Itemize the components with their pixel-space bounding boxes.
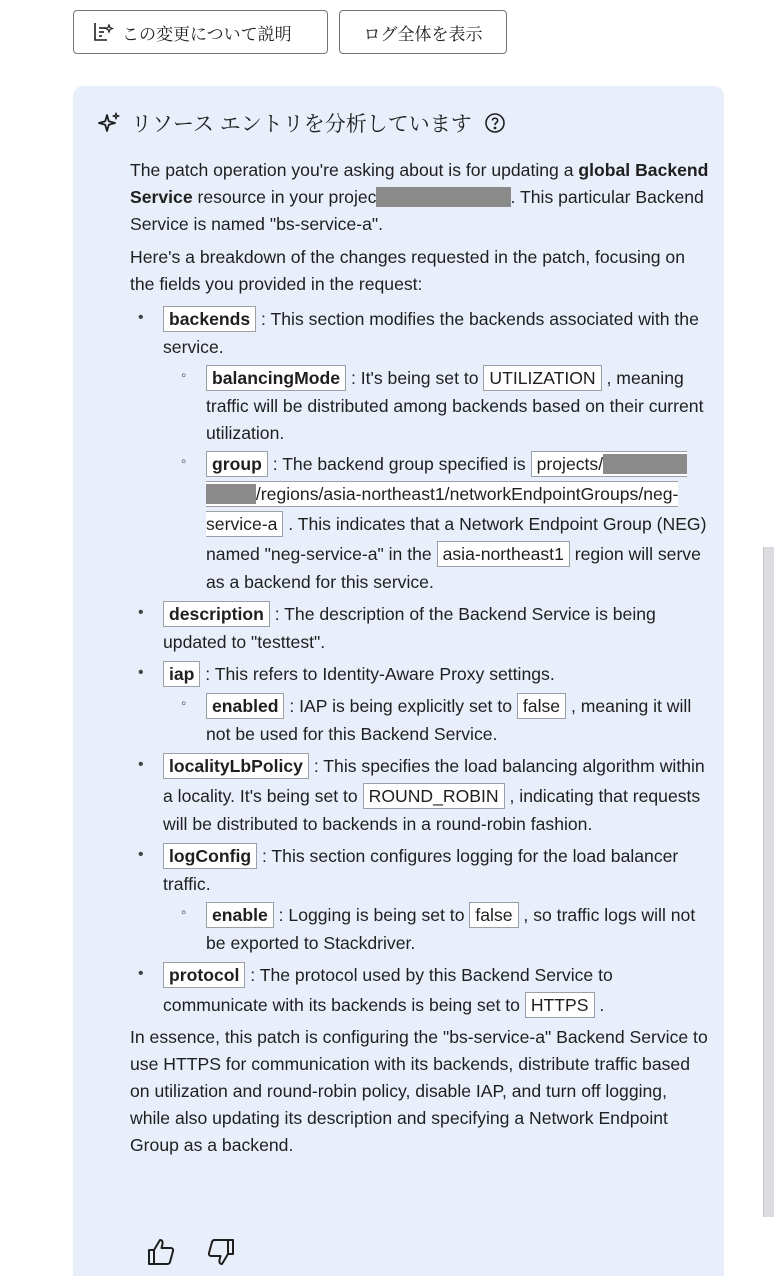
panel-header [97,108,506,138]
text: The patch operation you're asking about is for updating a [130,160,579,180]
list-item-group [163,449,710,596]
explain-doc-icon [92,21,114,43]
text: , indicating that requests will be distributed to backends in a round-robin fashion. [163,786,701,834]
text: resource in your projec [192,187,377,207]
text: : This section modifies the backends associated with the service. [163,309,699,357]
value-code: ROUND_ROBIN [363,783,505,809]
text: : This refers to Identity-Aware Proxy settings. [200,664,555,684]
analysis-content [130,157,710,1165]
list-item-description [130,599,710,656]
list-item-backends [130,304,710,596]
field-code: enabled [206,693,284,719]
text: /regions/asia-northeast1/networkEndpointGroups/neg-service-a [206,484,679,534]
text: region will serve as a backend for this service. [206,544,701,592]
text: : This section configures logging for the load balancer traffic. [163,846,679,894]
field-code: balancingMode [206,365,346,391]
explain-change-label: この変更について説明 [122,24,292,44]
backends-sublist [163,363,710,596]
text: : The backend group specified is [267,454,531,474]
field-code: description [163,601,270,627]
text: , meaning traffic will be distributed among backends based on their current utilization. [206,368,704,443]
text: : IAP is being explicitly set to [284,696,517,716]
value-code: asia-northeast1 [437,541,570,567]
redacted-project-id: watanabe-hikaru [206,454,688,504]
changes-list [130,304,710,1020]
text: : This specifies the load balancing algorithm within a locality. It's being set to [163,756,705,806]
text: , so traffic logs will not be exported to Stackdriver. [206,905,696,953]
iap-sublist [163,691,710,748]
list-item-iap [130,659,710,748]
intro-paragraph [130,157,710,238]
list-item-enabled [163,691,710,748]
text: projects/ [536,454,604,474]
text: . This particular Backend Service is named "bs-service-a". [130,187,704,234]
text: . [594,995,605,1015]
field-code: logConfig [163,843,257,869]
list-item-enable [163,900,710,957]
value-code: false [517,693,566,719]
view-full-log-button[interactable] [339,10,507,54]
text: , meaning it will not be used for this Backend Service. [206,696,692,744]
summary-paragraph: In essence, this patch is configuring the "bs-service-a" Backend Service to use HTTPS for communication with its backends, distribute traffic based on utilization and round-robin policy, disable IAP, and turn off logging, while also updating its description and specifying a Network Endpoint Group as a backend. [130,1027,708,1155]
breakdown-paragraph: Here's a breakdown of the changes requested in the patch, focusing on the fields you provided in the request: [130,247,685,294]
text: . This indicates that a Network Endpoint Group (NEG) named "neg-service-a" in the [206,514,707,564]
sparkle-icon [97,111,121,135]
panel-title: リソース エントリを分析しています [131,113,472,136]
text: : It's being set to [346,368,484,388]
feedback-bar [145,1236,237,1268]
thumb-down-icon[interactable] [205,1236,237,1268]
field-code: localityLbPolicy [163,753,309,779]
field-code: enable [206,902,274,928]
field-code: backends [163,306,256,332]
field-code: protocol [163,962,245,988]
value-code: UTILIZATION [483,365,601,391]
scrollbar[interactable] [763,547,774,1217]
logconfig-sublist [163,900,710,957]
help-circle-icon[interactable] [484,112,506,134]
list-item-protocol [130,960,710,1020]
text: : The description of the Backend Service is being updated to "testtest". [163,604,656,652]
field-code: group [206,451,268,477]
text: : The protocol used by this Backend Service to communicate with its backends is being set to [163,965,613,1015]
value-code: false [469,902,518,928]
list-item-log-config [130,841,710,957]
redacted-project-id: watanabe-hikaru [378,187,509,207]
text: : Logging is being set to [273,905,470,925]
thumb-up-icon[interactable] [145,1236,177,1268]
list-item-locality-lb-policy [130,751,710,838]
view-full-log-label: ログ全体を表示 [363,24,483,44]
analysis-panel [73,86,724,1276]
explain-change-button[interactable] [73,10,328,54]
value-code: HTTPS [525,992,595,1018]
field-code: iap [163,661,200,687]
list-item-balancing-mode [163,363,710,447]
bold-text: global Backend Service [130,160,709,207]
